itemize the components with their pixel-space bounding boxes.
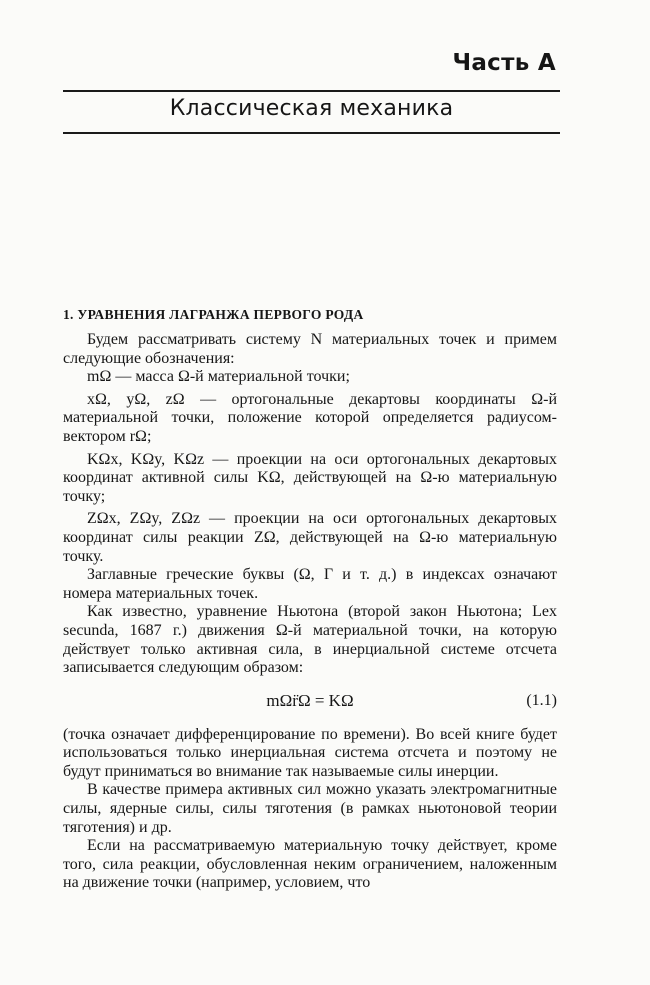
definition-mass: mΩ — масса Ω-й материальной точки; [87,368,350,386]
paragraph: Если на рассматриваемую материальную точку действует, кроме того, сила реакции, обусловленная неким ограничением, наложенным на движение точки (например, условием, что [63,837,557,892]
equation-number: (1.1) [526,691,557,709]
part-title: Часть А [452,50,556,76]
definition-active-force: KΩx, KΩy, KΩz — проекции на оси ортогональных декартовых координат активной силы KΩ, действующей на Ω-ю материальную точку; [63,450,557,505]
top-rule [63,90,560,92]
paragraph: В качестве примера активных сил можно указать электромагнитные силы, ядерные силы, силы тяготения (в рамках ньютоновой теории тяготения) и др. [63,781,557,836]
chapter-title: Классическая механика [169,96,454,121]
paragraph: (точка означает дифференцирование по времени). Во всей книге будет использоваться только инерциальная система отсчета и поэтому не будут приниматься во внимание так называемые силы инерции. [63,725,557,780]
bottom-rule [63,132,560,134]
equation-expression: mΩr̈Ω = KΩ [266,690,354,710]
paragraph: Будем рассматривать систему N материальных точек и примем следующие обозначения: [63,331,557,367]
paragraph: Заглавные греческие буквы (Ω, Г и т. д.) в индексах означают номера материальных точек. [63,566,557,602]
equation-1-1 [63,682,557,722]
body-text [63,331,557,893]
definition-reaction-force: ZΩx, ZΩy, ZΩz — проекции на оси ортогональных декартовых координат силы реакции ZΩ, действующей на Ω-ю материальную точку. [63,510,557,565]
section-heading: 1. УРАВНЕНИЯ ЛАГРАНЖА ПЕРВОГО РОДА [63,307,364,322]
paragraph: Как известно, уравнение Ньютона (второй закон Ньютона; Lex secunda, 1687 г.) движения Ω-й материальной точки, на которую действует только активная сила, в инерциальной системе отсчета записывается следующим образом: [63,603,557,677]
definition-coordinates: xΩ, yΩ, zΩ — ортогональные декартовы координаты Ω-й материальной точки, положение которой определяется радиусом-вектором rΩ; [63,390,557,445]
